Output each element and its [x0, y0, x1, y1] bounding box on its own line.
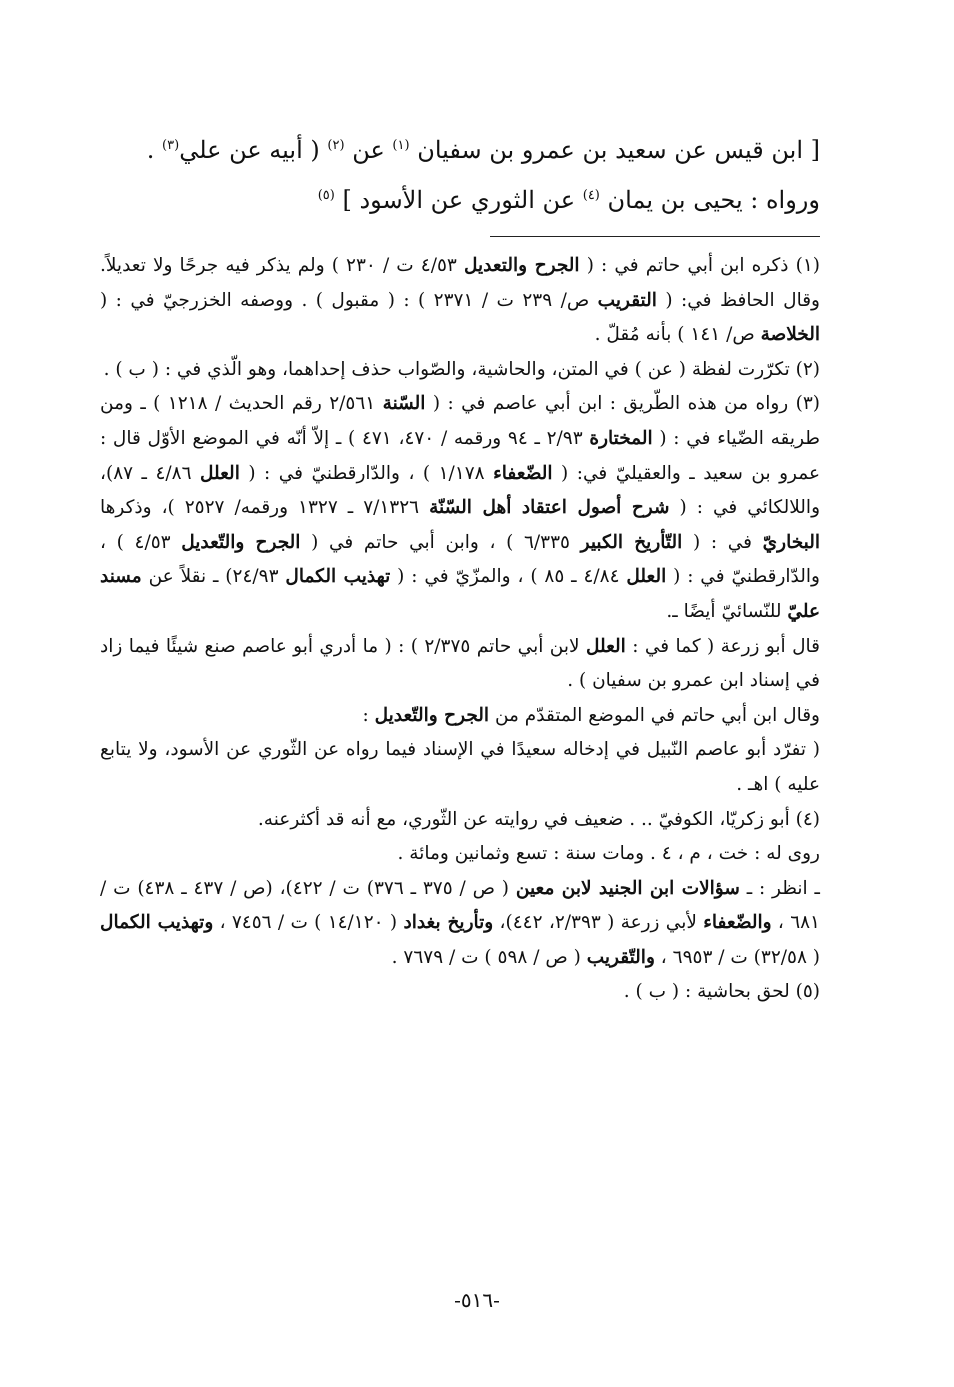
book-title: الخلاصة [760, 324, 820, 346]
footnote-4 [100, 803, 820, 838]
book-title: والضّعفاء [703, 912, 772, 934]
footnote-text: ص/ ١٤١ ) بأنه مُقلّ . [594, 324, 755, 346]
footnote-1 [100, 249, 820, 353]
book-title: وتهذيب الكمال [100, 912, 214, 934]
footnote-text: ( ص / ٥٩٨ ) ت / ٧٦٧٩ . [391, 946, 581, 968]
main-text-segment: عن الثوري عن الأسود ] [342, 186, 576, 214]
main-text-segment: ( أبيه عن علي [179, 136, 320, 164]
book-title: التّأريخ الكبير [580, 531, 683, 553]
main-paragraph-1 [100, 128, 820, 172]
page-number: -٥١٦- [454, 1288, 500, 1312]
footnotes [100, 249, 820, 1010]
footnote-text: ـ انظر : ـ [746, 877, 820, 899]
author-name: البخاريّ [762, 531, 821, 553]
footnote-text: (٢) تكرّرت لفظة ( عن ) في المتن، والحاشية، والصّواب حذف إحداهما، وهو الّذي في : ( ب ) . [103, 358, 820, 380]
main-text-segment: ورواه : يحيى بن يمان [607, 186, 820, 214]
book-title: الجرح والتّعديل [181, 531, 301, 553]
footnote-text: ( تفرّد أبو عاصم النّبيل في إدخاله سعيدًا في الإسناد فيما رواه عن الثّوري عن الأسود، ولا يتابع عليه ) اهـ . [100, 739, 820, 795]
footnote-4-continued-2 [100, 872, 820, 976]
footnote-text: (٥) لحق بحاشية : ( ب ) . [623, 981, 820, 1003]
footnote-text: ٦/٣٣٥ ) ، وابن أبي حاتم في ( [311, 531, 570, 553]
book-title: شرح أصول اعتقاد أهل السّنّة [429, 497, 670, 519]
footnote-ref-3[interactable]: (٣) [162, 138, 180, 153]
footnote-text: للنّسائيّ أيضًا ـ. [666, 600, 782, 622]
book-title: سؤالات ابن الجنيد لابن معين [515, 877, 740, 899]
footnote-2 [100, 353, 820, 388]
footnote-text: ٢/٥٦١ رقم الحديث / ١٢١٨ ) ـ ومن طريقه الضّياء في : ( [100, 393, 820, 449]
footnote-text: ١/١٧٨ ) ، والدّارقطنيّ في : ( [248, 462, 485, 484]
footnote-text: ( ٣٢/٥٨) ت / ٦٩٥٣ ، [660, 946, 820, 968]
main-text-segment: [ ابن قيس عن سعيد بن عمرو بن سفيان [417, 136, 820, 164]
book-title: التقريب [597, 289, 657, 311]
book-title: الضّعفاء [493, 462, 553, 484]
main-text [100, 128, 820, 222]
book-title: المختارة [589, 427, 653, 449]
footnote-text: (١) ذكره ابن أبي حاتم في : ( [586, 255, 821, 276]
footnote-ref-4[interactable]: (٤) [582, 188, 600, 203]
footnote-text: لابن أبي حاتم ٢/٣٧٥ ) : ( ما أدري أبو عاصم صنع شيئًا فيما زاد في إسناد ابن عمرو بن سفيان ) . [100, 635, 820, 692]
footnote-text: ( ١٤/١٢٠ ) ت / ٧٤٥٦ ، [219, 912, 398, 934]
footnote-5 [100, 975, 820, 1010]
footnote-text: ٤/٨٤ ـ ٨٥ ) ، والمزّيّ في : ( [397, 566, 620, 588]
book-title: مسند عليّ [100, 566, 820, 622]
main-paragraph-2 [100, 178, 820, 222]
book-title: الجرح والتعديل [463, 255, 580, 276]
footnote-text: ٧/١٣٢٦ ـ ١٣٢٧ ورقمه/ ٢٥٢٧ )، وذكرها [100, 497, 420, 519]
footnote-text: ( ص / ٣٧٥ ـ ٣٧٦) ت / ٤٢٢)، (ص / ٤٣٧ ـ ٤٣٨) ت / ٦٨١ ، [100, 877, 820, 934]
book-title: الجرح والتّعديل [374, 704, 490, 726]
footnote-text: ص/ ٢٣٩ ت / ٢٣٧١ ) : ( مقبول ) . ووصفه الخزرجيّ في : ( [100, 289, 590, 311]
footnote-text: قال أبو زرعة ( كما في : [632, 635, 821, 657]
footnote-text: في : ( [692, 531, 752, 553]
footnote-text: ٤/٥٣ ) ، والدّارقطنيّ في : ( [100, 531, 820, 588]
main-text-segment: . [146, 136, 155, 164]
footnote-3-continued-1 [100, 630, 820, 699]
footnote-3 [100, 387, 820, 629]
footnote-text: ٢/٩٣ ـ ٩٤ ورقمه / ٤٧٠، ٤٧١ ) ـ إلاّ أنّه في الموضع الأوّل قال : عمرو بن سعيد ـ والعقيليّ في: ( [100, 427, 820, 484]
footnote-text: (٣) رواه من هذه الطّريق : ابن أبي عاصم في : ( [432, 393, 821, 415]
footnote-text: ٤/٨٦ ـ ٨٧)، واللالكائي في : ( [100, 462, 821, 519]
footnote-3-continued-2 [100, 699, 820, 734]
footnote-3-continued-3 [100, 733, 820, 802]
footnote-text: لأبي زرعة ( ٢/٣٩٣، ٤٤٢)، [499, 912, 697, 934]
book-title: السّنة [382, 393, 426, 415]
footnote-text: (٤) أبو زكريّا، الكوفيّ .. . ضعيف في روايته عن الثّوري، مع أنه قد أكثرعنه. [257, 808, 820, 830]
book-title: والتّقريب [586, 946, 655, 968]
book-title: العلل [585, 635, 626, 657]
page-body [100, 128, 820, 1010]
footnote-ref-1[interactable]: (١) [392, 138, 410, 153]
footnote-text: ٢٤/٩٣) ـ نقلاً عن [148, 566, 279, 588]
footnote-text: ٤/٥٣ ت / ٢٣٠ ) ولم يذكر فيه جرحًا ولا تعديلاً. وقال الحافظ في: ( [100, 255, 820, 311]
book-title: وتأريخ بغداد [403, 912, 494, 934]
book-title: العلل [200, 462, 240, 484]
main-text-segment: عن [352, 136, 385, 164]
footnote-text: روى له : خت ، م ، ٤ . ومات سنة : تسع وثمانين ومائة . [397, 843, 820, 865]
book-title: تهذيب الكمال [285, 566, 391, 588]
footnote-text: وقال ابن أبي حاتم في الموضع المتقدّم من [494, 704, 820, 726]
footnote-ref-2[interactable]: (٢) [327, 138, 345, 153]
footnote-ref-5[interactable]: (٥) [317, 188, 335, 203]
footnote-separator [490, 236, 820, 237]
footnote-4-continued-1 [100, 837, 820, 872]
book-title: العلل [626, 566, 667, 588]
footnote-text: : [362, 704, 369, 726]
